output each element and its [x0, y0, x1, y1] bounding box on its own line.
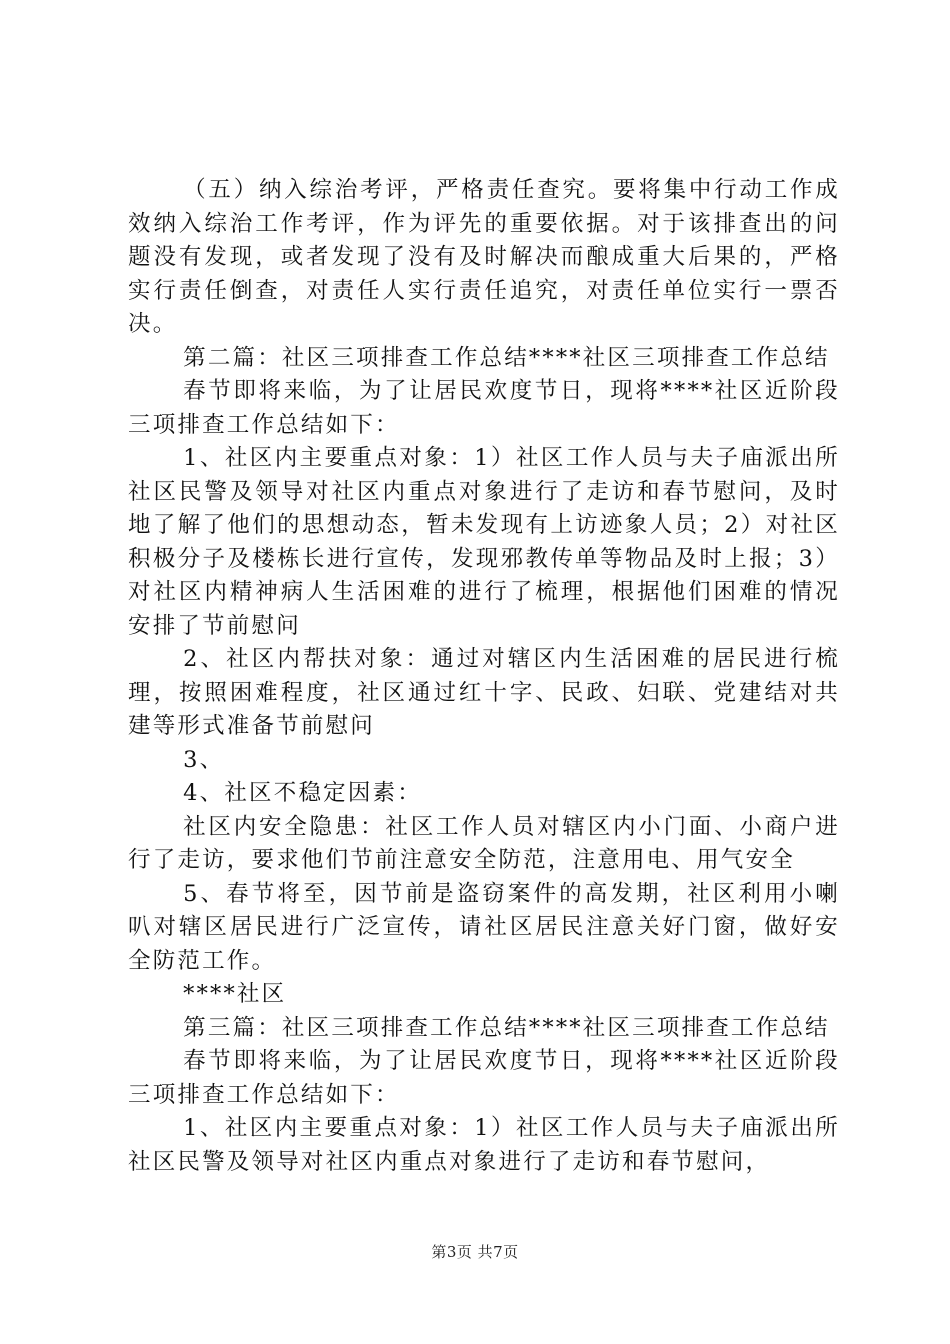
- heading-part-two: 第二篇：社区三项排查工作总结****社区三项排查工作总结: [183, 344, 830, 371]
- paragraph-item-3: 3、: [183, 746, 225, 773]
- page-footer: 第3页 共7页: [431, 1243, 519, 1261]
- paragraph-item-5: 5、春节将至，因节前是盗窃案件的高发期，社区利用小喇叭对辖区居民进行广泛宣传，请社区居民注意关好门窗，做好安全防范工作。: [128, 880, 840, 974]
- document-body: [128, 174, 840, 1179]
- paragraph-item-1: 1、社区内主要重点对象：1）社区工作人员与夫子庙派出所社区民警及领导对社区内重点对象进行了走访和春节慰问，及时地了解了他们的思想动态，暂未发现有上访迹象人员；2）对社区积极分子及楼栋长进行宣传，发现邪教传单等物品及时上报；3）对社区内精神病人生活困难的进行了梳理，根据他们困难的情况安排了节前慰问: [128, 445, 840, 639]
- paragraph-signature: ****社区: [183, 981, 287, 1007]
- paragraph-intro-three: 春节即将来临，为了让居民欢度节日，现将****社区近阶段三项排查工作总结如下：: [128, 1048, 840, 1108]
- paragraph-item-4: 4、社区不稳定因素：: [183, 780, 422, 806]
- paragraph-item-2: 2、社区内帮扶对象：通过对辖区内生活困难的居民进行梳理，按照困难程度，社区通过红十字、民政、妇联、党建结对共建等形式准备节前慰问: [128, 646, 840, 739]
- paragraph-intro-two: 春节即将来临，为了让居民欢度节日，现将****社区近阶段三项排查工作总结如下：: [128, 378, 840, 438]
- paragraph-section-five: （五）纳入综治考评，严格责任查究。要将集中行动工作成效纳入综治工作考评，作为评先的重要依据。对于该排查出的问题没有发现，或者发现了没有及时解决而酿成重大后果的，严格实行责任倒查，对责任人实行责任追究，对责任单位实行一票否决。: [128, 177, 840, 337]
- heading-part-three: 第三篇：社区三项排查工作总结****社区三项排查工作总结: [183, 1014, 830, 1041]
- paragraph-safety-hazards: 社区内安全隐患：社区工作人员对辖区内小门面、小商户进行了走访，要求他们节前注意安全防范，注意用电、用气安全: [128, 813, 840, 873]
- paragraph-item-1-repeat: 1、社区内主要重点对象：1）社区工作人员与夫子庙派出所社区民警及领导对社区内重点对象进行了走访和春节慰问，: [128, 1115, 840, 1175]
